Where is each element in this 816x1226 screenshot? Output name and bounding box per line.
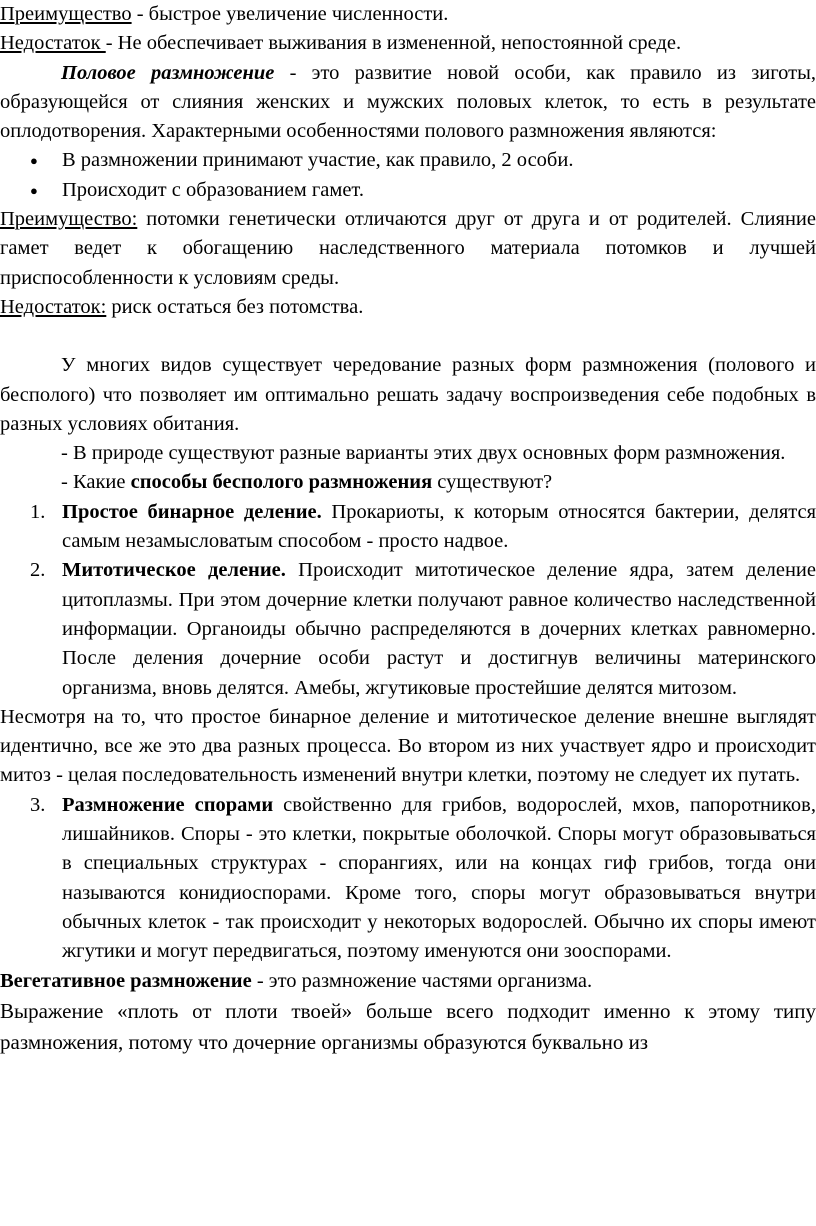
bullet-text: В размножении принимают участие, как правило, 2 особи. [62, 149, 574, 172]
question-bold: способы бесполого размножения [130, 471, 433, 494]
disadvantage-text: - Не обеспечивает выживания в измененной, непостоянной среде. [105, 32, 682, 55]
paragraph-variants: - В природе существуют разные варианты этих двух основных форм размножения. [61, 442, 786, 465]
advantage-label: Преимущество: [0, 208, 138, 231]
disadvantage-label: Недостаток: [0, 295, 107, 318]
paragraph-advantage-sexual [0, 205, 816, 293]
paragraph-comparison: Несмотря на то, что простое бинарное деление и митотическое деление внешне выглядят идентично, все же это два разных процесса. Во втором из них участвует ядро и происходит митоз - целая последовательность изменений внутри клетки, поэтому не следует их путать. [0, 705, 816, 787]
item-number: 2. [30, 559, 46, 582]
advantage-text: - быстрое увеличение численности. [131, 3, 449, 25]
item-title: Размножение спорами [62, 793, 274, 816]
question-suffix: существуют? [432, 471, 553, 494]
numbered-item-spores [0, 791, 816, 967]
term-sexual-reproduction: Половое размножение [61, 61, 275, 84]
paragraph-sexual-reproduction [0, 59, 816, 147]
paragraph-question [0, 468, 816, 497]
question-prefix: - Какие [61, 471, 131, 494]
term-vegetative: Вегетативное размножение [0, 969, 252, 992]
item-number: 1. [30, 500, 46, 523]
sexual-reproduction-text: - это развитие новой особи, как правило из зиготы, образующейся от слияния женских и мужских половых клеток, то есть в результате оплодотворения. Характерными особенностями полового размножения являются: [0, 61, 816, 143]
spacer [0, 322, 816, 351]
paragraph-disadvantage-sexual [0, 293, 816, 322]
bullet-item [0, 176, 816, 205]
paragraph-disadvantage-asexual [0, 29, 816, 58]
bullet-item [0, 146, 816, 175]
disadvantage-label: Недостаток [0, 32, 106, 55]
item-text: Происходит митотическое деление ядра, затем деление цитоплазмы. При этом дочерние клетки получают равное количество наследственной информации. Органоиды обычно распределяются в дочерних клетках равномерно. После деления дочерние особи растут и достигнув величины материнского организма, вновь делятся. Амебы, жгутиковые простейшие делятся митозом. [62, 559, 816, 699]
vegetative-text: - это размножение частями организма. [251, 969, 593, 992]
item-text: свойственно для грибов, водорослей, мхов, папоротников, лишайников. Споры - это клетки, покрытые оболочкой. Споры могут образовываться в специальных структурах - спорангиях, или на концах гиф грибов, тогда они называются конидиоспорами. Кроме того, споры могут образовываться внутри обычных клеток - так происходит у некоторых водорослей. Обычно их споры имеют жгутики и могут передвигаться, поэтому именуются они зооспорами. [62, 793, 816, 963]
paragraph-advantage-asexual [0, 0, 816, 29]
numbered-item-mitotic-division [0, 556, 816, 702]
bullet-icon: ● [30, 182, 38, 198]
item-title: Митотическое деление. [62, 559, 286, 582]
advantage-label: Преимущество [0, 3, 132, 25]
bullet-text: Происходит с образованием гамет. [62, 178, 364, 201]
item-number: 3. [30, 793, 46, 816]
paragraph-alternation: У многих видов существует чередование разных форм размножения (полового и бесполого) что позволяет им оптимально решать задачу воспроизведения себе подобных в разных условиях обитания. [0, 354, 816, 435]
item-title: Простое бинарное деление. [62, 500, 322, 523]
numbered-item-binary-fission [0, 498, 816, 557]
paragraph-vegetative [0, 967, 816, 996]
disadvantage-text: риск остаться без потомства. [106, 295, 364, 318]
bullet-icon: ● [30, 153, 38, 169]
advantage-text: потомки генетически отличаются друг от друга и от родителей. Слияние гамет ведет к обогащению наследственного материала потомков и лучшей приспособленности к условиям среды. [0, 208, 816, 289]
paragraph-flesh-of-flesh: Выражение «плоть от плоти твоей» больше всего подходит именно к этому типу размножения, потому что дочерние организмы образуются буквально из [0, 998, 816, 1054]
item-text: Прокариоты, к которым относятся бактерии, делятся самым незамысловатым способом - просто надвое. [62, 500, 816, 553]
